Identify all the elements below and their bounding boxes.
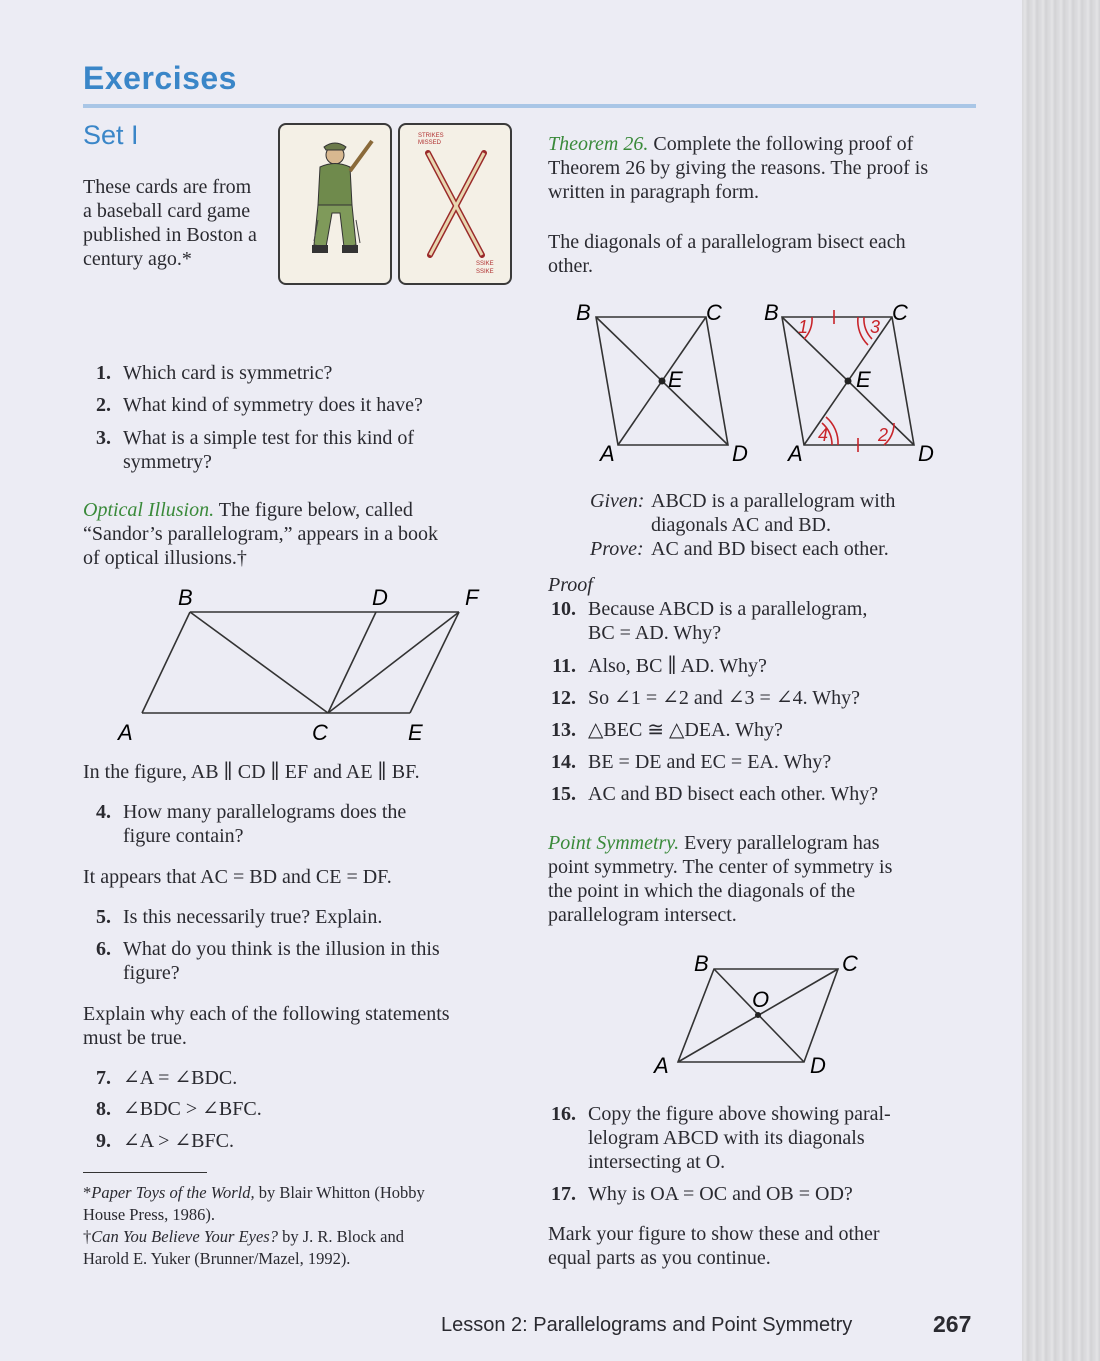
exercise-number: 3. bbox=[96, 427, 111, 449]
text-line: Theorem 26 by giving the reasons. The proof is bbox=[548, 157, 929, 179]
exercise-text: What kind of symmetry does it have? bbox=[123, 394, 423, 416]
text-line: written in paragraph form. bbox=[548, 181, 760, 203]
theorem-statement bbox=[548, 230, 988, 278]
point-symmetry-title: Point Symmetry. bbox=[548, 832, 680, 854]
batter-card-image bbox=[278, 123, 392, 285]
label-d: D bbox=[810, 1053, 826, 1078]
label-c: C bbox=[842, 951, 858, 976]
exercise-text: AC and BD bisect each other. Why? bbox=[588, 783, 879, 805]
text-line: Every parallelogram has bbox=[679, 832, 880, 854]
text-line: parallelogram intersect. bbox=[548, 904, 737, 926]
footnote-mark: † bbox=[83, 1227, 92, 1246]
theorem-title: Theorem 26. bbox=[548, 133, 649, 155]
text-line: point symmetry. The center of symmetry is bbox=[548, 856, 893, 878]
parallelogram-figure-plain bbox=[570, 295, 760, 470]
exercise-text: figure contain? bbox=[123, 825, 244, 847]
exercise-text: △BEC ≅ △DEA. Why? bbox=[588, 719, 783, 741]
exercise-13 bbox=[540, 718, 980, 742]
exercise-number: 7. bbox=[96, 1067, 111, 1089]
exercise-17 bbox=[540, 1182, 980, 1206]
exercise-number: 10. bbox=[551, 598, 576, 620]
angle-2-label: 2 bbox=[878, 425, 889, 445]
text-line: “Sandor’s parallelogram,” appears in a book bbox=[83, 523, 439, 545]
exercise-text: What do you think is the illusion in this bbox=[123, 938, 440, 960]
exercise-text: Also, BC ∥ AD. Why? bbox=[588, 655, 767, 677]
exercise-number: 6. bbox=[96, 938, 111, 960]
exercise-number: 8. bbox=[96, 1098, 111, 1120]
exercise-number: 4. bbox=[96, 801, 111, 823]
exercise-text: symmetry? bbox=[123, 451, 212, 473]
card-top-label-2: MISSED bbox=[418, 140, 442, 146]
text-line: House Press, 1986). bbox=[83, 1205, 215, 1224]
given-prove-block bbox=[590, 489, 970, 561]
exercise-1 bbox=[83, 361, 483, 385]
appears-statement: It appears that AC = BD and CE = DF. bbox=[83, 866, 392, 888]
text-line: Complete the following proof of bbox=[648, 133, 914, 155]
optical-illusion-paragraph bbox=[83, 498, 503, 570]
label-a: A bbox=[654, 1053, 669, 1078]
batter-illustration bbox=[280, 125, 390, 283]
label-a: A bbox=[118, 720, 133, 745]
exercise-7 bbox=[83, 1066, 383, 1090]
explain-paragraph bbox=[83, 1002, 513, 1050]
exercise-2 bbox=[83, 393, 503, 417]
exercise-number: 13. bbox=[551, 719, 576, 741]
exercise-text: ∠A > ∠BFC. bbox=[123, 1130, 234, 1152]
exercise-text: BC = AD. Why? bbox=[588, 622, 722, 644]
title-rule bbox=[83, 104, 976, 108]
exercise-text: So ∠1 = ∠2 and ∠3 = ∠4. Why? bbox=[588, 687, 860, 709]
exercise-9 bbox=[83, 1129, 383, 1153]
angle-1-label: 1 bbox=[798, 317, 809, 337]
label-c: C bbox=[312, 720, 328, 745]
label-e: E bbox=[668, 367, 683, 392]
lesson-footer: Lesson 2: Parallelograms and Point Symmetry bbox=[441, 1314, 853, 1336]
exercise-number: 17. bbox=[551, 1183, 576, 1205]
exercise-text: What is a simple test for this kind of bbox=[123, 427, 415, 449]
strikes-card-image bbox=[398, 123, 512, 285]
text-line: Mark your figure to show these and other bbox=[548, 1223, 880, 1245]
label-d: D bbox=[372, 585, 388, 610]
angle-4-label: 4 bbox=[818, 425, 829, 445]
label-e: E bbox=[856, 367, 871, 392]
given-label: Given: bbox=[590, 490, 645, 512]
text-line: of optical illusions.† bbox=[83, 547, 247, 569]
label-a: A bbox=[600, 441, 615, 466]
intro-paragraph: These cards are from a baseball card game published in Boston a century ago.* bbox=[83, 176, 257, 270]
page-title: Exercises bbox=[83, 60, 237, 96]
parallelogram-abcd-o-figure bbox=[650, 945, 880, 1080]
exercise-11 bbox=[540, 654, 980, 678]
exercise-14 bbox=[540, 750, 980, 774]
text-line: by J. R. Block and bbox=[277, 1227, 404, 1246]
label-c: C bbox=[892, 300, 908, 325]
footnote-mark: * bbox=[83, 1183, 92, 1202]
exercise-12 bbox=[540, 686, 980, 710]
exercise-5 bbox=[83, 905, 503, 929]
set-heading: Set I bbox=[83, 120, 139, 150]
exercise-text: Which card is symmetric? bbox=[123, 362, 333, 384]
text-line: diagonals AC and BD. bbox=[651, 514, 831, 536]
exercise-number: 15. bbox=[551, 783, 576, 805]
exercise-text: How many parallelograms does the bbox=[123, 801, 407, 823]
exercise-text: lelogram ABCD with its diagonals bbox=[588, 1127, 865, 1149]
mark-paragraph bbox=[548, 1222, 988, 1270]
exercise-4 bbox=[83, 800, 503, 848]
theorem-paragraph bbox=[548, 132, 988, 204]
exercise-number: 5. bbox=[96, 906, 111, 928]
label-b: B bbox=[178, 585, 193, 610]
label-f: F bbox=[465, 585, 479, 610]
footnote-title: Can You Believe Your Eyes? bbox=[91, 1227, 278, 1246]
exercise-15 bbox=[540, 782, 980, 806]
crossed-bats-illustration bbox=[400, 125, 510, 283]
text-line: the point in which the diagonals of the bbox=[548, 880, 856, 902]
sandor-parallelogram-figure bbox=[110, 580, 490, 750]
optical-illusion-title: Optical Illusion. bbox=[83, 499, 215, 521]
parallelogram-figure-marked bbox=[760, 295, 960, 470]
text-line: by Blair Whitton (Hobby bbox=[254, 1183, 425, 1202]
exercise-text: ∠BDC > ∠BFC. bbox=[123, 1098, 262, 1120]
exercise-8 bbox=[83, 1097, 383, 1121]
text-line: equal parts as you continue. bbox=[548, 1247, 771, 1269]
text-line: Explain why each of the following statements bbox=[83, 1003, 450, 1025]
angle-3-label: 3 bbox=[870, 317, 881, 337]
exercise-text: figure? bbox=[123, 962, 180, 984]
exercise-text: BE = DE and EC = EA. Why? bbox=[588, 751, 832, 773]
exercise-number: 9. bbox=[96, 1130, 111, 1152]
card-top-label: STRIKES bbox=[418, 133, 444, 139]
footnote-rule bbox=[83, 1172, 207, 1173]
exercise-number: 12. bbox=[551, 687, 576, 709]
book-spine-gutter bbox=[1022, 0, 1100, 1361]
exercise-text: Because ABCD is a parallelogram, bbox=[588, 598, 868, 620]
label-o: O bbox=[752, 987, 770, 1012]
exercise-6 bbox=[83, 937, 513, 985]
point-symmetry-paragraph bbox=[548, 831, 988, 927]
proof-label: Proof bbox=[548, 574, 593, 596]
exercise-3 bbox=[83, 426, 503, 474]
exercise-number: 14. bbox=[551, 751, 576, 773]
label-b: B bbox=[576, 300, 591, 325]
label-a: A bbox=[788, 441, 803, 466]
text-line: other. bbox=[548, 255, 593, 277]
exercise-text: ∠A = ∠BDC. bbox=[123, 1067, 238, 1089]
parallel-statement: In the figure, AB ∥ CD ∥ EF and AE ∥ BF. bbox=[83, 761, 420, 783]
label-b: B bbox=[764, 300, 779, 325]
label-b: B bbox=[694, 951, 709, 976]
exercise-text: Is this necessarily true? Explain. bbox=[123, 906, 383, 928]
label-e: E bbox=[408, 720, 423, 745]
exercise-number: 1. bbox=[96, 362, 111, 384]
text-line: ABCD is a parallelogram with bbox=[651, 490, 896, 512]
exercise-number: 16. bbox=[551, 1103, 576, 1125]
label-d: D bbox=[918, 441, 934, 466]
exercise-number: 11. bbox=[552, 655, 576, 677]
page-number: 267 bbox=[933, 1311, 972, 1337]
text-line: must be true. bbox=[83, 1027, 187, 1049]
footnote-title: Paper Toys of the World, bbox=[91, 1183, 255, 1202]
text-line: Harold E. Yuker (Brunner/Mazel, 1992). bbox=[83, 1249, 351, 1268]
prove-label: Prove: bbox=[590, 538, 644, 560]
label-d: D bbox=[732, 441, 748, 466]
exercise-number: 2. bbox=[96, 394, 111, 416]
text-line: The figure below, called bbox=[218, 499, 413, 521]
exercise-10 bbox=[540, 597, 980, 645]
footnotes bbox=[83, 1182, 513, 1270]
exercise-text: intersecting at O. bbox=[588, 1151, 726, 1173]
text-line: AC and BD bisect each other. bbox=[651, 538, 889, 560]
exercise-text: Copy the figure above showing paral- bbox=[588, 1103, 891, 1125]
text-line: The diagonals of a parallelogram bisect each bbox=[548, 231, 906, 253]
card-bottom-label-2: SSIKE bbox=[476, 269, 494, 275]
label-c: C bbox=[706, 300, 722, 325]
exercise-16 bbox=[540, 1102, 980, 1174]
card-bottom-label: SSIKE bbox=[476, 261, 494, 267]
exercise-text: Why is OA = OC and OB = OD? bbox=[588, 1183, 853, 1205]
